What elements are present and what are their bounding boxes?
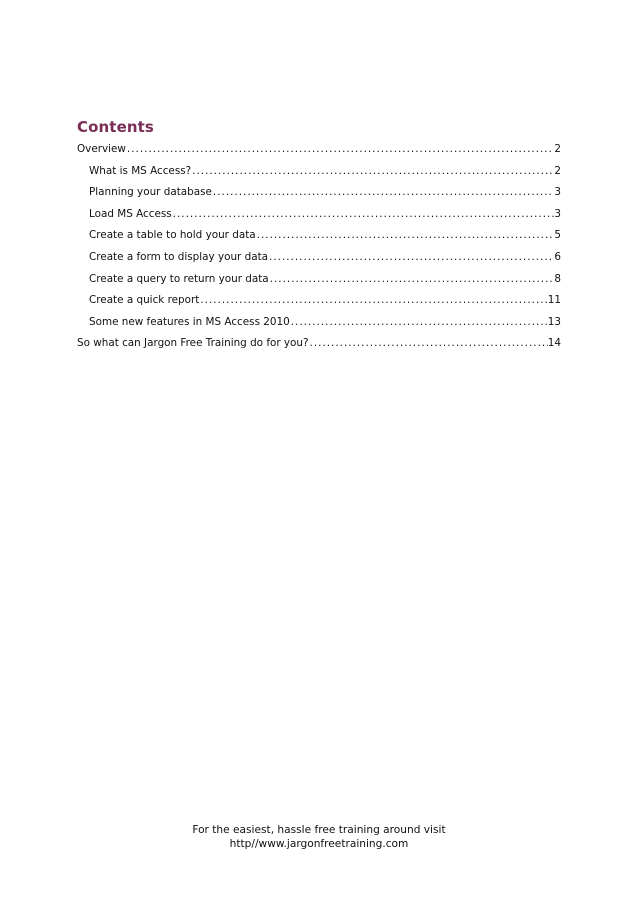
toc-entry-title: Overview — [77, 143, 126, 155]
toc-dot-leader — [256, 225, 555, 247]
toc-entry-page: 5 — [554, 229, 561, 242]
footer-url: http//www.jargonfreetraining.com — [229, 838, 409, 850]
toc-dot-leader — [199, 290, 547, 312]
toc-entry-title: Some new features in MS Access 2010 — [89, 315, 290, 328]
toc-entry-title: So what can Jargon Free Training do for you? — [77, 337, 309, 350]
toc-dot-leader — [212, 182, 554, 204]
toc-entry-title: Planning your database — [89, 186, 212, 199]
toc-entry-page: 6 — [554, 250, 561, 263]
toc-entry-new-features[interactable] — [77, 312, 561, 334]
toc-entry-page: 8 — [554, 272, 561, 285]
toc-entry-page: 2 — [554, 143, 561, 155]
toc-entry-jargon-free-training[interactable] — [77, 333, 561, 355]
toc-entry-page: 2 — [554, 164, 561, 177]
toc-entry-page: 11 — [547, 294, 561, 307]
toc-entry-title: Create a query to return your data — [89, 272, 269, 285]
toc-entry-title: Create a table to hold your data — [89, 229, 256, 242]
toc-entry-title: Load MS Access — [89, 207, 172, 220]
toc-entry-load-ms-access[interactable] — [77, 204, 561, 226]
footer-line-1: For the easiest, hassle free training around visit — [192, 824, 446, 836]
toc-dot-leader — [269, 269, 555, 291]
toc-entry-title: Create a quick report — [89, 294, 200, 307]
toc-entry-page: 3 — [554, 207, 561, 220]
toc-dot-leader — [172, 204, 555, 226]
toc-entry-page: 14 — [547, 337, 561, 350]
toc-entry-page: 3 — [554, 186, 561, 199]
toc-entry-page: 13 — [547, 315, 561, 328]
page-footer — [0, 823, 638, 851]
table-of-contents — [77, 139, 561, 355]
toc-dot-leader — [191, 161, 554, 183]
toc-dot-leader — [290, 312, 548, 334]
toc-entry-create-a-query[interactable] — [77, 269, 561, 291]
toc-entry-create-a-quick-report[interactable] — [77, 290, 561, 312]
toc-dot-leader — [309, 333, 548, 355]
toc-entry-title: Create a form to display your data — [89, 250, 269, 263]
toc-entry-create-a-table[interactable] — [77, 225, 561, 247]
toc-heading: Contents — [77, 118, 154, 136]
toc-entry-title: What is MS Access? — [89, 164, 192, 177]
toc-dot-leader — [126, 139, 554, 161]
toc-entry-planning-your-database[interactable] — [77, 182, 561, 204]
toc-entry-what-is-ms-access[interactable] — [77, 161, 561, 183]
toc-entry-overview[interactable] — [77, 139, 561, 161]
toc-dot-leader — [268, 247, 554, 269]
toc-entry-create-a-form[interactable] — [77, 247, 561, 269]
